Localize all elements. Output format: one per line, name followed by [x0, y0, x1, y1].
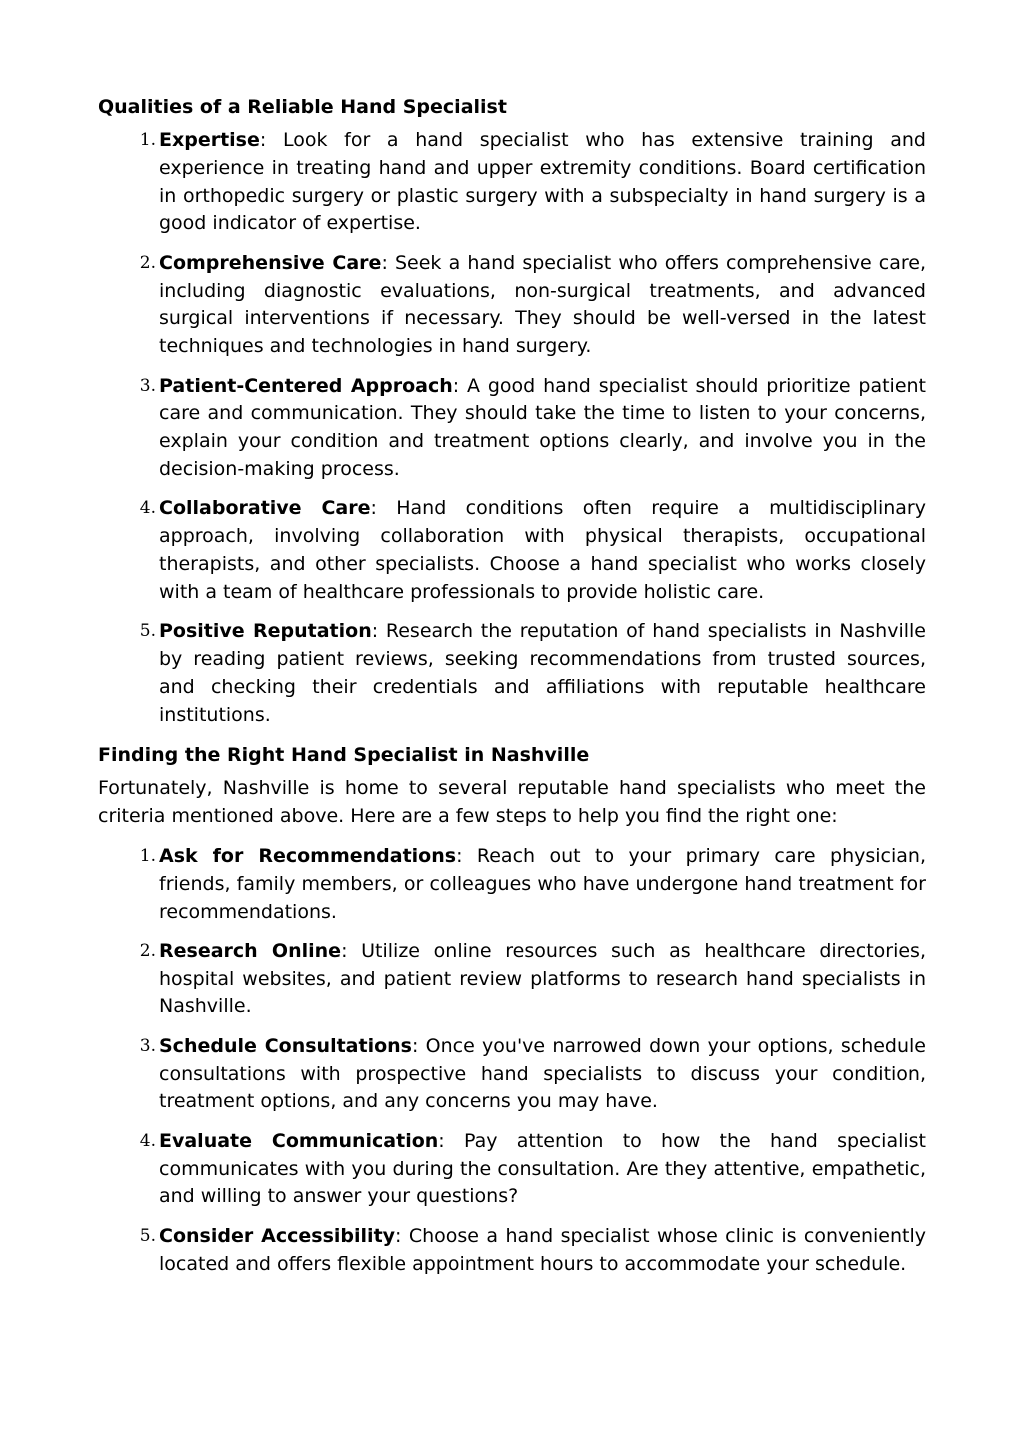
list-number: 2. — [139, 940, 156, 961]
list-item-term: Patient-Centered Approach — [159, 374, 453, 397]
list-number: 1. — [139, 845, 156, 866]
list-item-term: Positive Reputation — [159, 620, 372, 643]
list-item — [98, 495, 926, 606]
document-page — [98, 93, 926, 1278]
section-heading-finding: Finding the Right Hand Specialist in Nashville — [98, 744, 590, 767]
list-item-term: Comprehensive Care — [159, 251, 382, 274]
list-item-term: Ask for Recommendations — [159, 844, 457, 867]
list-item-text: : Look for a hand specialist who has extensive training and experience in treating hand and upper extremity conditions. Board certification in orthopedic surgery or plastic surgery with a subspecialty in hand surgery is a good indicator of expertise. — [159, 129, 926, 235]
list-item — [98, 1033, 926, 1116]
list-item-term: Schedule Consultations — [159, 1034, 412, 1057]
list-number: 4. — [139, 1130, 156, 1151]
list-item — [98, 373, 926, 484]
list-item-text: : A good hand specialist should prioritize patient care and communication. They should take the time to listen to your concerns, explain your condition and treatment options clearly, and involve you in the decision-making process. — [159, 374, 926, 480]
list-item-term: Research Online — [159, 939, 342, 962]
list-number: 3. — [139, 1035, 156, 1056]
list-item-term: Consider Accessibility — [159, 1224, 396, 1247]
list-item-term: Expertise — [159, 129, 260, 151]
list-number: 3. — [139, 375, 156, 396]
list-item-term: Evaluate Communication — [159, 1129, 439, 1152]
list-number: 4. — [139, 498, 156, 519]
list-item — [98, 1223, 926, 1279]
list-item — [98, 250, 926, 361]
steps-list — [98, 843, 926, 1279]
list-item — [98, 618, 926, 729]
list-number: 1. — [139, 130, 156, 150]
list-item — [98, 1128, 926, 1211]
list-item — [98, 938, 926, 1021]
list-item-text: : Pay attention to how the hand specialist communicates with you during the consultation. Are they attentive, empathetic, and willing to answer your questions? — [159, 1129, 927, 1208]
list-item-text: : Utilize online resources such as healthcare directories, hospital websites, and patient review platforms to research hand specialists in Nashville. — [159, 939, 926, 1018]
list-number: 2. — [139, 252, 156, 273]
list-item-text: : Reach out to your primary care physician, friends, family members, or colleagues who have undergone hand treatment for recommendations. — [159, 844, 926, 923]
list-item-text: : Hand conditions often require a multidisciplinary approach, involving collaboration with physical therapists, occupational therapists, and other specialists. Choose a hand specialist who works closely with a team of healthcare professionals to provide holistic care. — [159, 497, 926, 603]
list-number: 5. — [139, 621, 156, 642]
list-item — [98, 127, 926, 238]
qualities-list — [98, 127, 926, 729]
list-item-text: : Choose a hand specialist whose clinic is conveniently located and offers flexible appointment hours to accommodate your schedule. — [159, 1224, 926, 1275]
list-item-text: : Research the reputation of hand specialists in Nashville by reading patient reviews, seeking recommendations from trusted sources, and checking their credentials and affiliations with reputable healthcare institutions. — [159, 620, 926, 726]
intro-paragraph: Fortunately, Nashville is home to several reputable hand specialists who meet the criteria mentioned above. Here are a few steps to help you find the right one: — [98, 777, 926, 828]
list-item — [98, 843, 926, 926]
list-number: 5. — [139, 1225, 156, 1246]
list-item-term: Collaborative Care — [159, 497, 371, 520]
list-item-text: : Seek a hand specialist who offers comprehensive care, including diagnostic evaluations, non-surgical treatments, and advanced surgical interventions if necessary. They should be well-versed in the latest techniques and technologies in hand surgery. — [159, 251, 926, 358]
section-heading-qualities: Qualities of a Reliable Hand Specialist — [98, 96, 507, 118]
list-item-text: : Once you've narrowed down your options, schedule consultations with prospective hand specialists to discuss your condition, treatment options, and any concerns you may have. — [159, 1034, 926, 1113]
